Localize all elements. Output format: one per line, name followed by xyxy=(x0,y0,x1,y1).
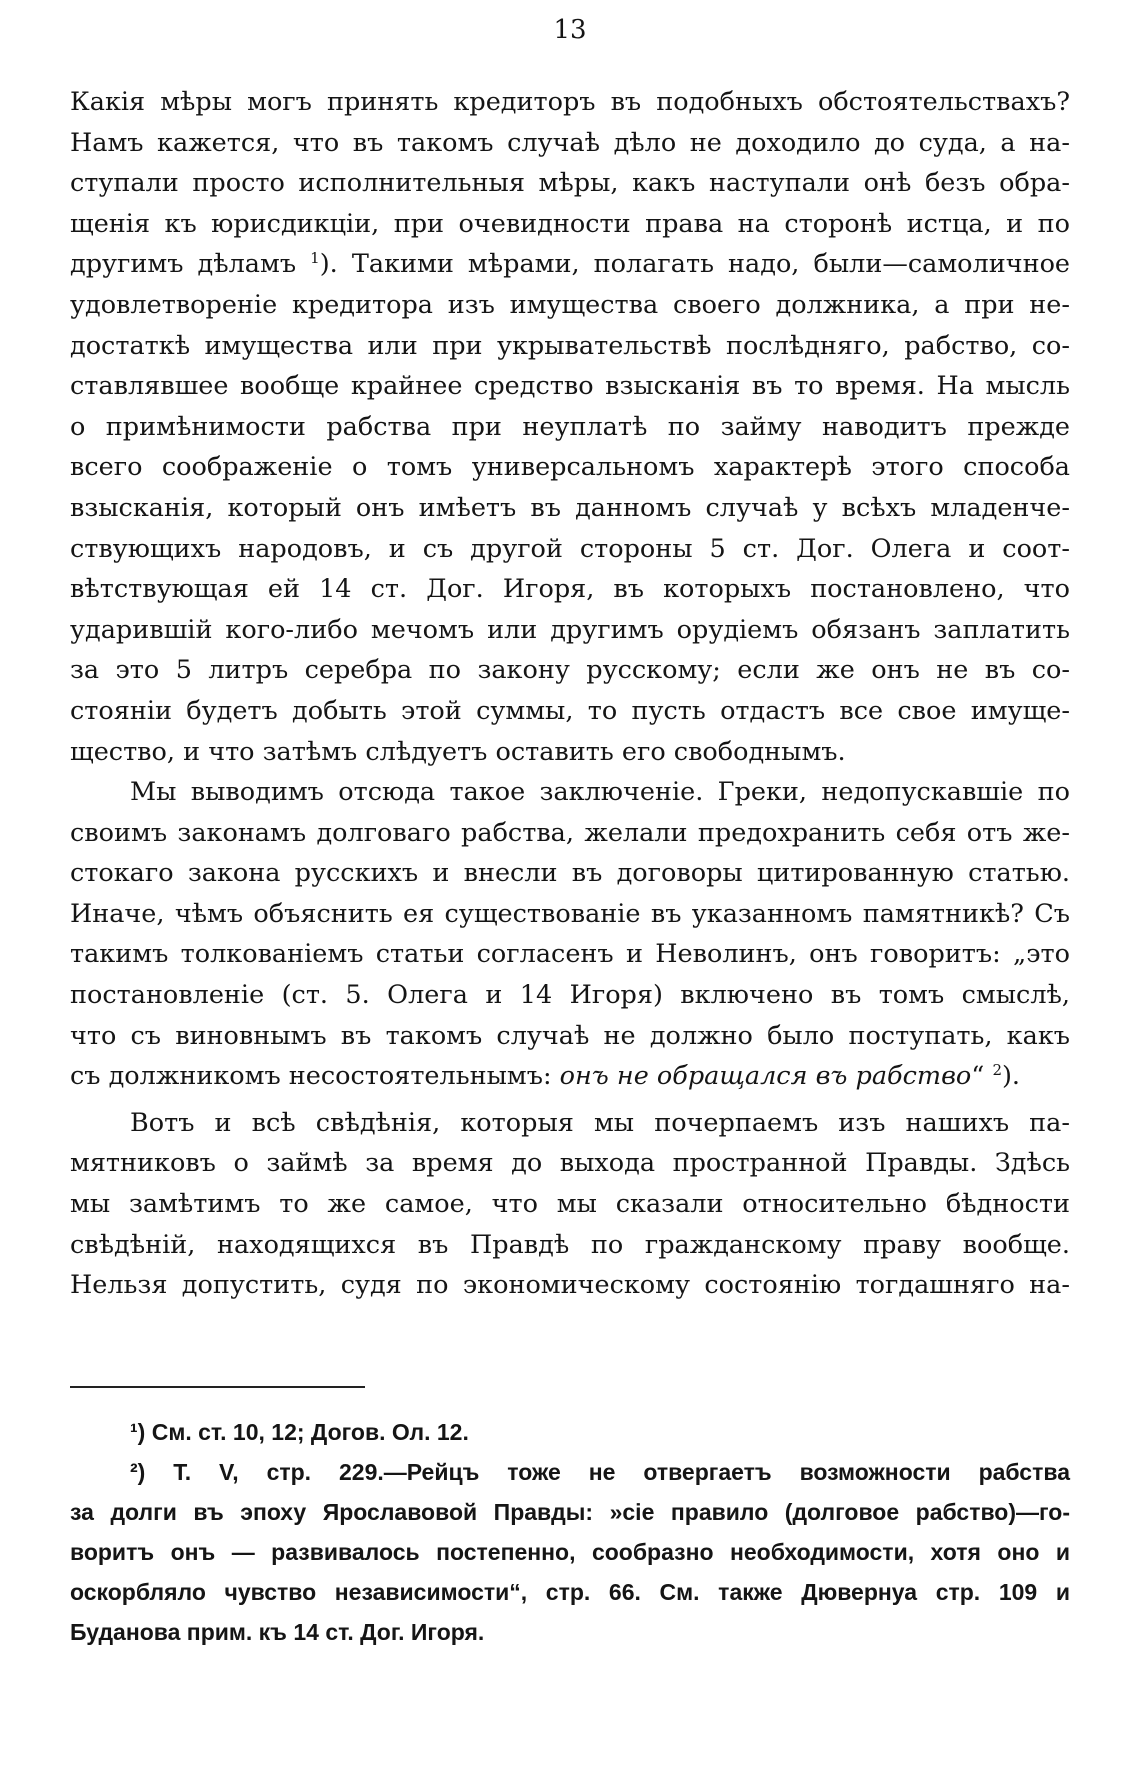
paragraph-2-line-5: такимъ толкованіемъ статьи согласенъ и Неволинъ, онъ говоритъ: „это xyxy=(70,939,1070,970)
paragraph-1-line-7: достаткѣ имущества или при укрывательствѣ послѣдняго, рабство, со- xyxy=(70,330,1070,361)
footnote-2-line-4: оскорбляло чувство независимости“, стр. 66. См. также Дювернуа стр. 109 и xyxy=(70,1579,1070,1605)
paragraph-1-line-5 xyxy=(70,244,1070,285)
paragraph-3-line-5: Нельзя допустить, судя по экономическому состоянію тогдашняго на- xyxy=(70,1270,1070,1301)
paragraph-1-line-13: вѣтствующая ей 14 ст. Дог. Игоря, въ которыхъ постановлено, что xyxy=(70,574,1070,605)
closing-quote: “ xyxy=(971,1061,993,1092)
text-segment: другимъ дѣламъ xyxy=(70,249,297,280)
footnotes xyxy=(70,1412,1070,1652)
paragraph-2-line-2: своимъ законамъ долговаго рабства, желали предохранить себя отъ же- xyxy=(70,817,1070,848)
paragraph-1-line-8: ставлявшее вообще крайнее средство взысканія въ то время. На мысль xyxy=(70,371,1070,402)
paragraph-2-line-1: Мы выводимъ отсюда такое заключеніе. Греки, недопускавшіе по xyxy=(130,777,1070,808)
paragraph-1-line-11: взысканія, который онъ имѣетъ въ данномъ случаѣ у всѣхъ младенче- xyxy=(70,492,1070,523)
paragraph-1-line-3: ступали просто исполнительныя мѣры, какъ наступали онѣ безъ обра- xyxy=(70,168,1070,199)
footnote-ref-2: 2 xyxy=(992,1061,1002,1080)
paragraph-2-line-8 xyxy=(70,1056,1070,1097)
paragraph-3-line-3: мы замѣтимъ то же самое, что мы сказали относительно бѣдности xyxy=(70,1189,1070,1220)
text-segment: съ должникомъ несостоятельнымъ: xyxy=(70,1061,552,1092)
paragraph-2-line-4: Иначе, чѣмъ объяснить ея существованіе въ указанномъ памятникѣ? Съ xyxy=(70,898,1070,929)
paragraph-1-line-17: щество, и что затѣмъ слѣдуетъ оставить его свободнымъ. xyxy=(70,736,846,767)
body-text xyxy=(70,82,1070,1306)
quote-italic: онъ не обращался въ рабство xyxy=(559,1061,972,1092)
paragraph-3-line-4: свѣдѣній, находящихся въ Правдѣ по гражданскому праву вообще. xyxy=(70,1229,1070,1260)
paragraph-3-line-1: Вотъ и всѣ свѣдѣнія, которыя мы почерпаемъ изъ нашихъ па- xyxy=(130,1107,1070,1138)
paragraph-1-line-15: за это 5 литръ серебра по закону русскому; если же онъ не въ со- xyxy=(70,655,1070,686)
paragraph-1-line-10: всего соображеніе о томъ универсальномъ характерѣ этого способа xyxy=(70,452,1070,483)
page-number: 13 xyxy=(553,15,587,45)
paragraph-2-line-3: стокаго закона русскихъ и внесли въ договоры цитированную статью. xyxy=(70,858,1070,889)
paragraph-1-line-16: стояніи будетъ добыть этой суммы, то пусть отдастъ все свое имуще- xyxy=(70,695,1070,726)
footnote-divider xyxy=(70,1386,365,1388)
paragraph-1-line-9: о примѣнимости рабства при неуплатѣ по займу наводитъ прежде xyxy=(70,411,1070,442)
paragraph-2-line-6: постановленіе (ст. 5. Олега и 14 Игоря) включено въ томъ смыслѣ, xyxy=(70,980,1070,1011)
paragraph-1-line-1: Какія мѣры могъ принять кредиторъ въ подобныхъ обстоятельствахъ? xyxy=(70,87,1070,117)
paragraph-1-line-12: ствующихъ народовъ, и съ другой стороны 5 ст. Дог. Олега и соот- xyxy=(70,533,1070,564)
paragraph-2-line-7: что съ виновнымъ въ такомъ случаѣ не должно было поступать, какъ xyxy=(70,1020,1070,1051)
footnote-2-line-5: Буданова прим. къ 14 ст. Дог. Игоря. xyxy=(70,1619,485,1645)
paragraph-1-line-6: удовлетвореніе кредитора изъ имущества своего должника, а при не- xyxy=(70,289,1070,320)
paragraph-1-line-4: щенія къ юрисдикціи, при очевидности права на сторонѣ истца, и по xyxy=(70,208,1070,239)
text-segment: ). Такими мѣрами, полагать надо, были—самоличное xyxy=(319,249,1071,280)
footnote-1: ¹) См. ст. 10, 12; Догов. Ол. 12. xyxy=(130,1419,469,1445)
paragraph-1-line-2: Намъ кажется, что въ такомъ случаѣ дѣло не доходило до суда, а на- xyxy=(70,127,1070,158)
paragraph-3-line-2: мятниковъ о займѣ за время до выхода пространной Правды. Здѣсь xyxy=(70,1148,1070,1179)
text-segment: ). xyxy=(1001,1061,1021,1092)
footnote-2-line-3: воритъ онъ — развивалось постепенно, сообразно необходимости, хотя оно и xyxy=(70,1539,1070,1565)
footnote-2-line-2: за долги въ эпоху Ярославовой Правды: »сіе правило (долговое рабство)—го- xyxy=(70,1499,1070,1525)
footnote-ref-1: 1 xyxy=(310,249,320,268)
footnote-2-line-1: ²) Т. V, стр. 229.—Рейцъ тоже не отвергаетъ возможности рабства xyxy=(130,1459,1070,1485)
paragraph-1-line-14: ударившій кого-либо мечомъ или другимъ орудіемъ обязанъ заплатить xyxy=(70,614,1070,645)
